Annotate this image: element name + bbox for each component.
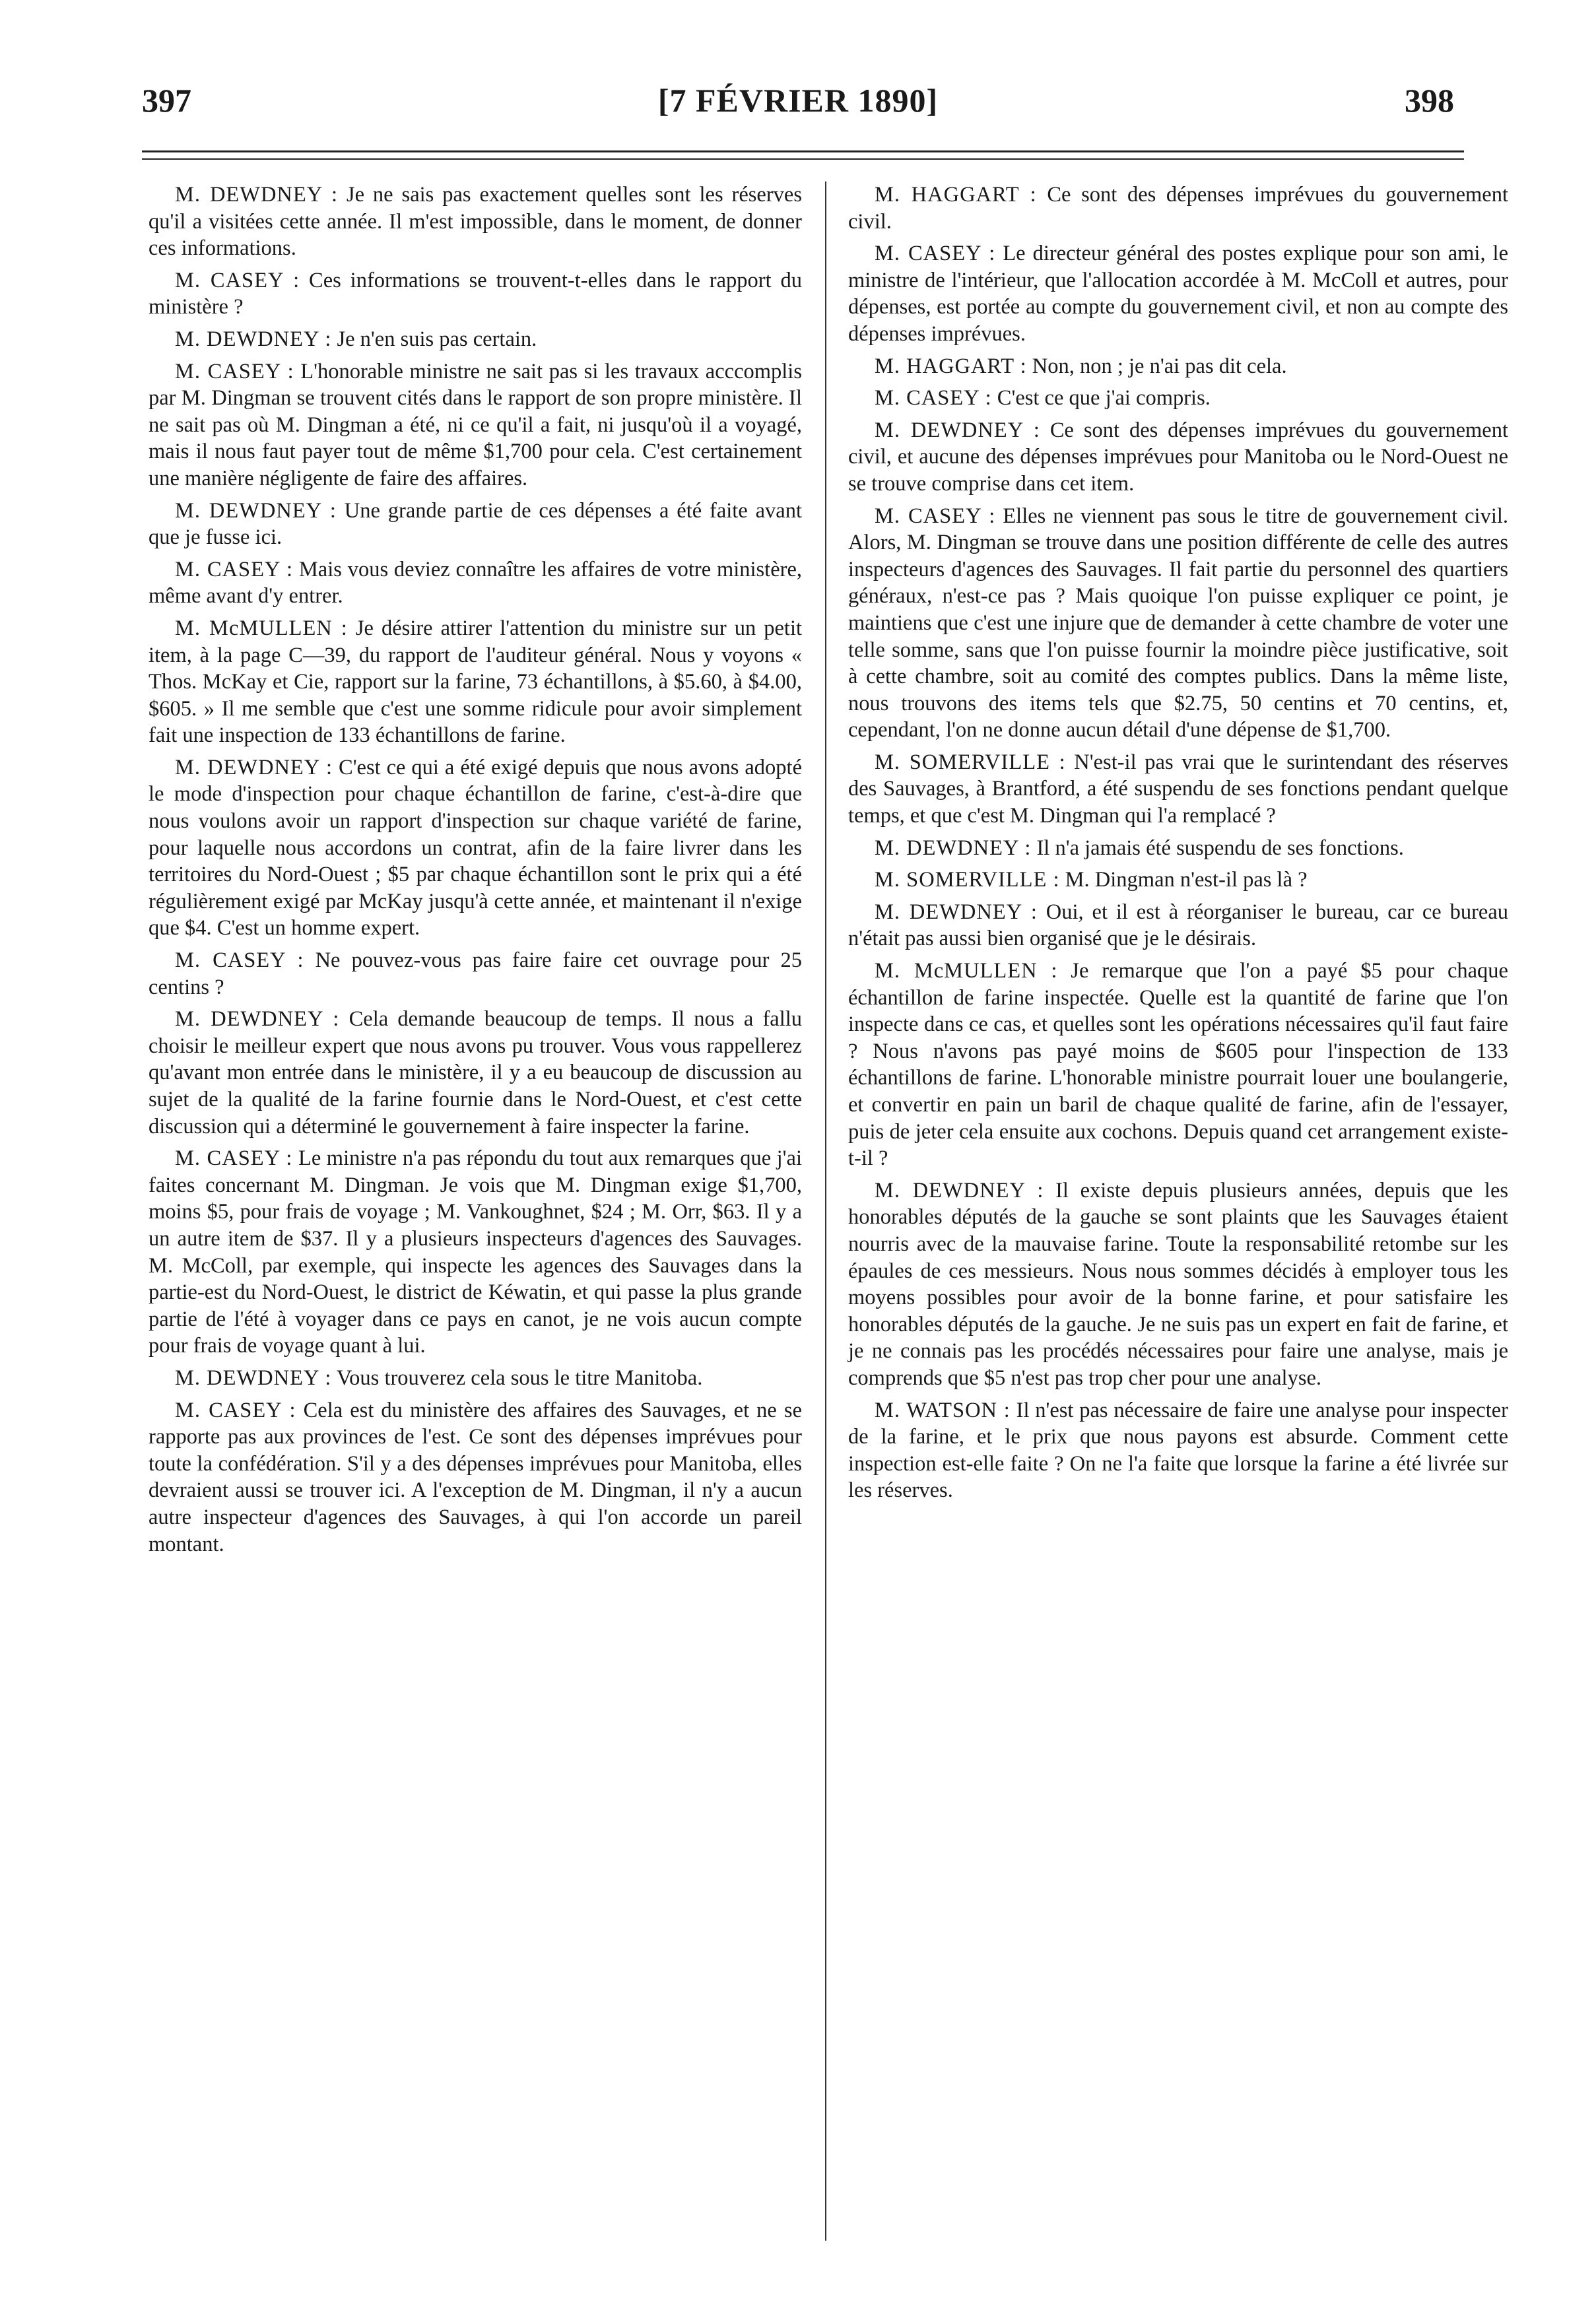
speaker-name: M. HAGGART :: [875, 354, 1027, 378]
speech-text: Je désire attirer l'attention du ministre sur un petit item, à la page C—39, du rapport de l'auditeur général. Nous y voyons « Thos. McKay et Cie, rapport sur la farine, 73 échantillons, à $5.60, à $4.00, $605. » Il me semble que c'est une somme ridicule pour avoir simplement fait une inspection de 133 échantillons de farine.: [149, 616, 803, 748]
speaker-name: M. DEWDNEY :: [175, 755, 333, 779]
speaker-name: M. DEWDNEY :: [875, 418, 1040, 442]
speaker-name: M. CASEY :: [875, 504, 996, 528]
speech-paragraph: [149, 358, 802, 492]
speech-paragraph: [848, 353, 1508, 380]
speaker-name: M. McMULLEN :: [875, 959, 1058, 983]
speech-paragraph: [848, 867, 1508, 894]
speech-text: M. Dingman n'est-il pas là ?: [1065, 868, 1308, 892]
page-number-left: 397: [142, 82, 191, 119]
speech-paragraph: [149, 181, 802, 262]
speech-text: Ne pouvez-vous pas faire faire cet ouvrage pour 25 centins ?: [149, 948, 802, 999]
speech-text: Je ne sais pas exactement quelles sont les réserves qu'il a visitées cette année. Il m'est impossible, dans le moment, de donner ces informations.: [149, 183, 802, 261]
speech-text: Non, non ; je n'ai pas dit cela.: [1032, 354, 1287, 378]
speech-text: Oui, et il est à réorganiser le bureau, car ce bureau n'était pas aussi bien organisé que je le désirais.: [848, 900, 1509, 951]
speech-paragraph: [149, 498, 802, 551]
speech-text: Mais vous deviez connaître les affaires de votre ministère, même avant d'y entrer.: [149, 557, 803, 609]
speaker-name: M. CASEY :: [175, 268, 300, 292]
speech-text: Ce sont des dépenses imprévues du gouvernement civil.: [848, 183, 1508, 234]
speech-paragraph: [848, 503, 1508, 744]
speaker-name: M. DEWDNEY :: [175, 1007, 340, 1032]
speaker-name: M. DEWDNEY :: [175, 1366, 332, 1390]
speech-paragraph: [149, 1365, 802, 1392]
speech-paragraph: [149, 1006, 802, 1140]
speech-text: Vous trouverez cela sous le titre Manitoba.: [336, 1366, 703, 1390]
speaker-name: M. WATSON :: [875, 1398, 1011, 1422]
speech-text: Je remarque que l'on a payé $5 pour chaque échantillon de farine inspectée. Quelle est la quantité de farine que l'on inspecte dans ce cas, et quelles sont les opérations nécessaires qu'il faut faire ? Nous n'avons pas payé moins de $605 pour l'inspection de 133 échantillons de farine. L'honorable ministre pourrait louer une boulangerie, et convertir en pain un baril de chaque qualité de farine, afin de l'essayer, puis de jeter cela ensuite aux cochons. Depuis quand cet arrangement existe-t-il ?: [848, 959, 1508, 1171]
speech-paragraph: [149, 556, 802, 610]
speech-text: Ce sont des dépenses imprévues du gouvernement civil, et aucune des dépenses imprévues pour Manitoba ou le Nord-Ouest ne se trouve comprise dans cet item.: [848, 418, 1509, 496]
speech-text: Il n'a jamais été suspendu de ses fonctions.: [1036, 836, 1404, 860]
speaker-name: M. DEWDNEY :: [175, 327, 332, 351]
speaker-name: M. SOMERVILLE :: [875, 868, 1060, 892]
speech-paragraph: [149, 754, 802, 942]
speech-paragraph: [848, 749, 1508, 830]
speech-paragraph: [848, 181, 1508, 235]
speaker-name: M. McMULLEN :: [175, 616, 348, 640]
speech-paragraph: [848, 417, 1508, 498]
speech-paragraph: [149, 615, 802, 749]
speech-paragraph: [149, 267, 802, 321]
speech-paragraph: [848, 958, 1508, 1172]
speaker-name: M. DEWDNEY :: [175, 183, 338, 207]
speech-paragraph: [149, 326, 802, 353]
speech-text: Je n'en suis pas certain.: [337, 327, 537, 351]
header-rule-top: [142, 150, 1464, 152]
speaker-name: M. DEWDNEY :: [175, 498, 337, 523]
speech-paragraph: [848, 240, 1508, 347]
speech-text: Le ministre n'a pas répondu du tout aux remarques que j'ai faites concernant M. Dingman. Je vois que M. Dingman exige $1,700, moins $5, pour frais de voyage ; M. Vankoughnet, $24 ; M. Orr, $63. Il y a un autre item de $37. Il y a plusieurs inspecteurs d'agences des Sauvages. M. McColl, par exemple, qui inspecte les agences des Sauvages dans la partie-est du Nord-Ouest, le district de Kéwatin, et qui passe la plus grande partie de l'été à voyager dans ce pays en canot, je ne vois aucun compte pour frais de voyage quant à lui.: [149, 1146, 802, 1358]
speech-text: N'est-il pas vrai que le surintendant des réserves des Sauvages, à Brantford, a été suspendu de ses fonctions pendant quelque temps, et que c'est M. Dingman qui l'a remplacé ?: [848, 750, 1508, 828]
speech-paragraph: [149, 1397, 802, 1558]
speech-text: C'est ce que j'ai compris.: [997, 386, 1211, 411]
header-rule-bottom: [142, 158, 1464, 160]
speech-text: Le directeur général des postes explique pour son ami, le ministre de l'intérieur, que l'allocation accordée à M. McColl et autres, pour dépenses, est portée au compte du gouvernement civil, et non au compte des dépenses imprévues.: [848, 242, 1508, 346]
speech-text: C'est ce qui a été exigé depuis que nous avons adopté le mode d'inspection pour chaque échantillon de farine, c'est-à-dire que nous voulons avoir un rapport d'inspection sur chaque variété de farine, pour laquelle nous accordons un contrat, afin de la faire livrer dans les territoires du Nord-Ouest ; $5 par chaque échantillon sont le prix qui a été régulièrement exigé par McKay jusqu'à cette année, et maintenant il n'exige que $4. C'est un homme expert.: [149, 755, 803, 940]
page-number-right: 398: [1405, 82, 1454, 119]
speech-text: L'honorable ministre ne sait pas si les travaux acccomplis par M. Dingman se trouvent cités dans le rapport de son propre ministère. Il ne sait pas où M. Dingman a été, ni ce qu'il a fait, ni jusqu'où il a voyagé, mais il nous faut payer tout de même $1,700 pour cela. C'est certainement une manière négligente de faire des affaires.: [149, 359, 802, 490]
left-column: [149, 181, 802, 1563]
page-date: [7 FÉVRIER 1890]: [657, 82, 939, 119]
speaker-name: M. CASEY :: [175, 557, 294, 581]
speaker-name: M. DEWDNEY :: [875, 1178, 1044, 1202]
speaker-name: M. CASEY :: [175, 359, 294, 383]
speech-paragraph: [848, 385, 1508, 412]
speech-text: Cela est du ministère des affaires des Sauvages, et ne se rapporte pas aux provinces de l'est. Ce sont des dépenses imprévues pour toute la confédération. S'il y a des dépenses imprévues pour Manitoba, elles devraient aussi se trouver ici. A l'exception de M. Dingman, il n'y a aucun autre inspecteur d'agences des Sauvages, à qui l'on accorde un pareil montant.: [149, 1398, 802, 1556]
right-column: [848, 181, 1508, 1509]
speech-paragraph: [848, 1397, 1508, 1504]
speech-text: Elles ne viennent pas sous le titre de gouvernement civil. Alors, M. Dingman se trouve dans une position différente de celle des autres inspecteurs d'agences des Sauvages. Il fait partie du personnel des quartiers généraux, n'est-ce pas ? Mais quoique l'on puisse expliquer ce point, je maintiens que c'est une injure que de demander à cette chambre de voter une telle somme, sans que l'on puisse fournir la moindre pièce justificative, soit à cette chambre, soit au comité des comptes publics. Dans la même liste, nous trouvons des items tels que $2.75, 50 centins et 70 centins, et, cependant, l'on ne donne aucun détail d'une dépense de $1,700.: [848, 504, 1509, 742]
speech-text: Ces informations se trouvent-t-elles dans le rapport du ministère ?: [149, 268, 803, 319]
speaker-name: M. CASEY :: [875, 242, 996, 266]
speech-text: Une grande partie de ces dépenses a été faite avant que je fusse ici.: [149, 498, 803, 550]
page-header: [142, 69, 1454, 129]
speaker-name: M. HAGGART :: [875, 183, 1037, 207]
speech-paragraph: [149, 947, 802, 1001]
speech-paragraph: [848, 899, 1508, 952]
speaker-name: M. CASEY :: [175, 1398, 296, 1422]
speech-paragraph: [149, 1145, 802, 1360]
speaker-name: M. DEWDNEY :: [875, 836, 1032, 860]
speaker-name: M. DEWDNEY :: [875, 900, 1038, 924]
column-divider: [825, 181, 826, 2241]
speaker-name: M. CASEY :: [175, 948, 304, 973]
speech-text: Cela demande beaucoup de temps. Il nous a fallu choisir le meilleur expert que nous avons pu trouver. Vous vous rappellerez qu'avant mon entrée dans le ministère, il y a eu beaucoup de discussion au sujet de la qualité de la farine fournie dans le Nord-Ouest, et c'est cette discussion qui a déterminé le gouvernement à faire inspecter la farine.: [149, 1007, 803, 1138]
speaker-name: M. CASEY :: [875, 386, 992, 411]
speech-text: Il n'est pas nécessaire de faire une analyse pour inspecter de la farine, et le prix que nous payons est absurde. Comment cette inspection est-elle faite ? On ne l'a faite que lorsque la farine a été livrée sur les réserves.: [848, 1398, 1508, 1503]
speaker-name: M. CASEY :: [175, 1146, 293, 1171]
speech-paragraph: [848, 1177, 1508, 1392]
speaker-name: M. SOMERVILLE :: [875, 750, 1066, 774]
speech-text: Il existe depuis plusieurs années, depuis que les honorables députés de la gauche se sont plaints que les Sauvages étaient nourris avec de la mauvaise farine. Toute la responsabilité retombe sur les épaules de ces messieurs. Nous nous sommes décidés à employer tous les moyens possibles pour avoir de la bonne farine, et pour satisfaire les honorables députés de la gauche. Je ne suis pas un expert en fait de farine, et je ne connais pas les procédés nécessaires pour faire une analyse, mais je comprends que $5 n'est pas trop cher pour une analyse.: [848, 1178, 1509, 1390]
speech-paragraph: [848, 835, 1508, 862]
